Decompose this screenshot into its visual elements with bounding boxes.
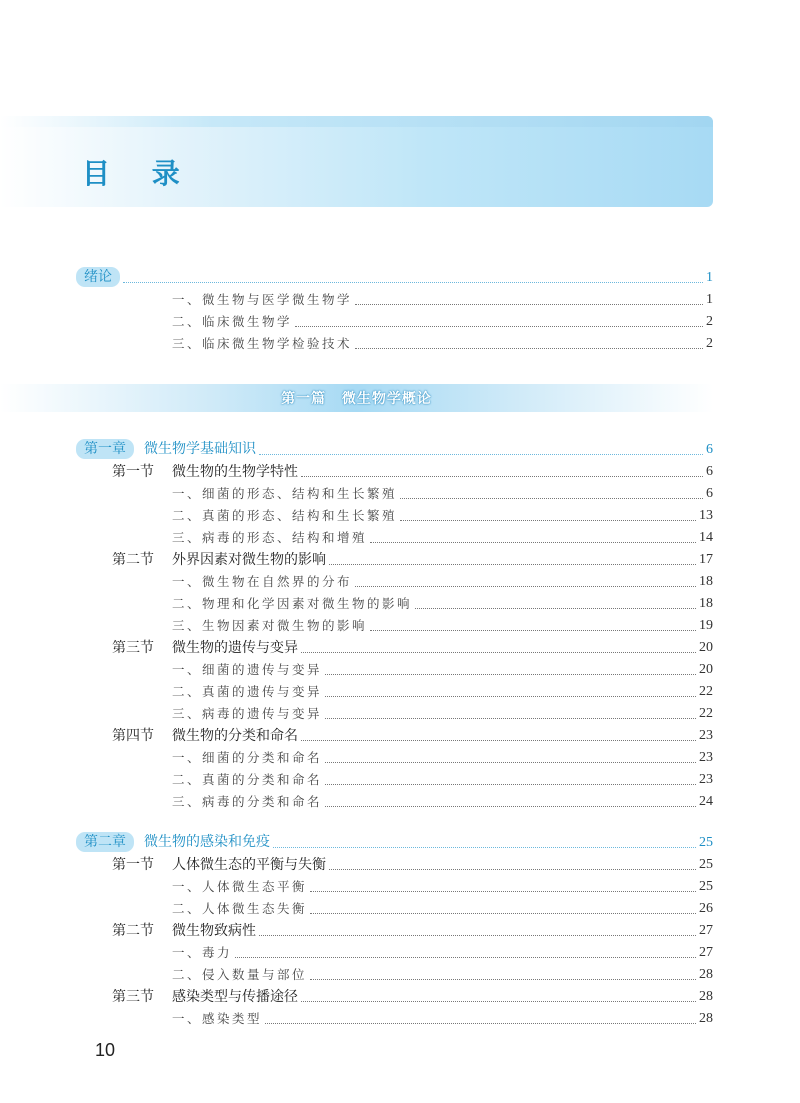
chapter-tag: 第一章 [76, 439, 134, 459]
toc-item[interactable]: 一、微生物在自然界的分布 18 [172, 574, 713, 589]
toc-section[interactable]: 第三节 微生物的遗传与变异 20 [112, 640, 713, 656]
toc-item[interactable]: 一、细菌的分类和命名 23 [172, 750, 713, 765]
toc-item[interactable]: 三、临床微生物学检验技术 2 [172, 336, 713, 351]
toc-item[interactable]: 二、临床微生物学 2 [172, 314, 713, 329]
toc-item[interactable]: 二、真菌的形态、结构和生长繁殖 13 [172, 508, 713, 523]
toc-section[interactable]: 第四节 微生物的分类和命名 23 [112, 728, 713, 744]
toc-item[interactable]: 一、人体微生态平衡 25 [172, 879, 713, 894]
toc-item[interactable]: 一、细菌的遗传与变异 20 [172, 662, 713, 677]
chapter-tag: 第二章 [76, 832, 134, 852]
chapter-title: 微生物的感染和免疫 [144, 834, 270, 850]
toc-item[interactable]: 一、毒力 27 [172, 945, 713, 960]
toc-item[interactable]: 二、真菌的遗传与变异 22 [172, 684, 713, 699]
toc-item[interactable]: 三、病毒的分类和命名 24 [172, 794, 713, 809]
toc-intro[interactable] [76, 266, 713, 288]
toc-section[interactable]: 第二节 外界因素对微生物的影响 17 [112, 552, 713, 568]
toc-item[interactable]: 二、人体微生态失衡 26 [172, 901, 713, 916]
toc-item[interactable]: 二、真菌的分类和命名 23 [172, 772, 713, 787]
toc-section[interactable]: 第一节 微生物的生物学特性 6 [112, 464, 713, 480]
toc-item[interactable]: 三、病毒的形态、结构和增殖 14 [172, 530, 713, 545]
chapter-title: 微生物学基础知识 [144, 441, 256, 457]
toc-item[interactable]: 一、细菌的形态、结构和生长繁殖 6 [172, 486, 713, 501]
toc-item[interactable]: 三、病毒的遗传与变异 22 [172, 706, 713, 721]
part-title: 第一篇 微生物学概论 [281, 391, 432, 407]
dot-leader [123, 282, 703, 283]
toc-chapter-2[interactable]: 第二章 微生物的感染和免疫 25 [76, 831, 713, 853]
toc-item[interactable]: 三、生物因素对微生物的影响 19 [172, 618, 713, 633]
toc-item[interactable]: 一、感染类型 28 [172, 1011, 713, 1026]
toc-item[interactable]: 二、侵入数量与部位 28 [172, 967, 713, 982]
toc-chapter-1[interactable]: 第一章 微生物学基础知识 6 [76, 438, 713, 460]
toc-section[interactable]: 第二节 微生物致病性 27 [112, 923, 713, 939]
toc-section[interactable]: 第一节 人体微生态的平衡与失衡 25 [112, 857, 713, 873]
page-ref: 1 [706, 270, 713, 285]
toc-section[interactable]: 第三节 感染类型与传播途径 28 [112, 989, 713, 1005]
page-title: 目 录 [82, 157, 196, 190]
intro-tag: 绪论 [76, 267, 120, 287]
page-number: 10 [95, 1040, 116, 1060]
toc-item[interactable]: 一、微生物与医学微生物学 1 [172, 292, 713, 307]
toc-item[interactable]: 二、物理和化学因素对微生物的影响 18 [172, 596, 713, 611]
